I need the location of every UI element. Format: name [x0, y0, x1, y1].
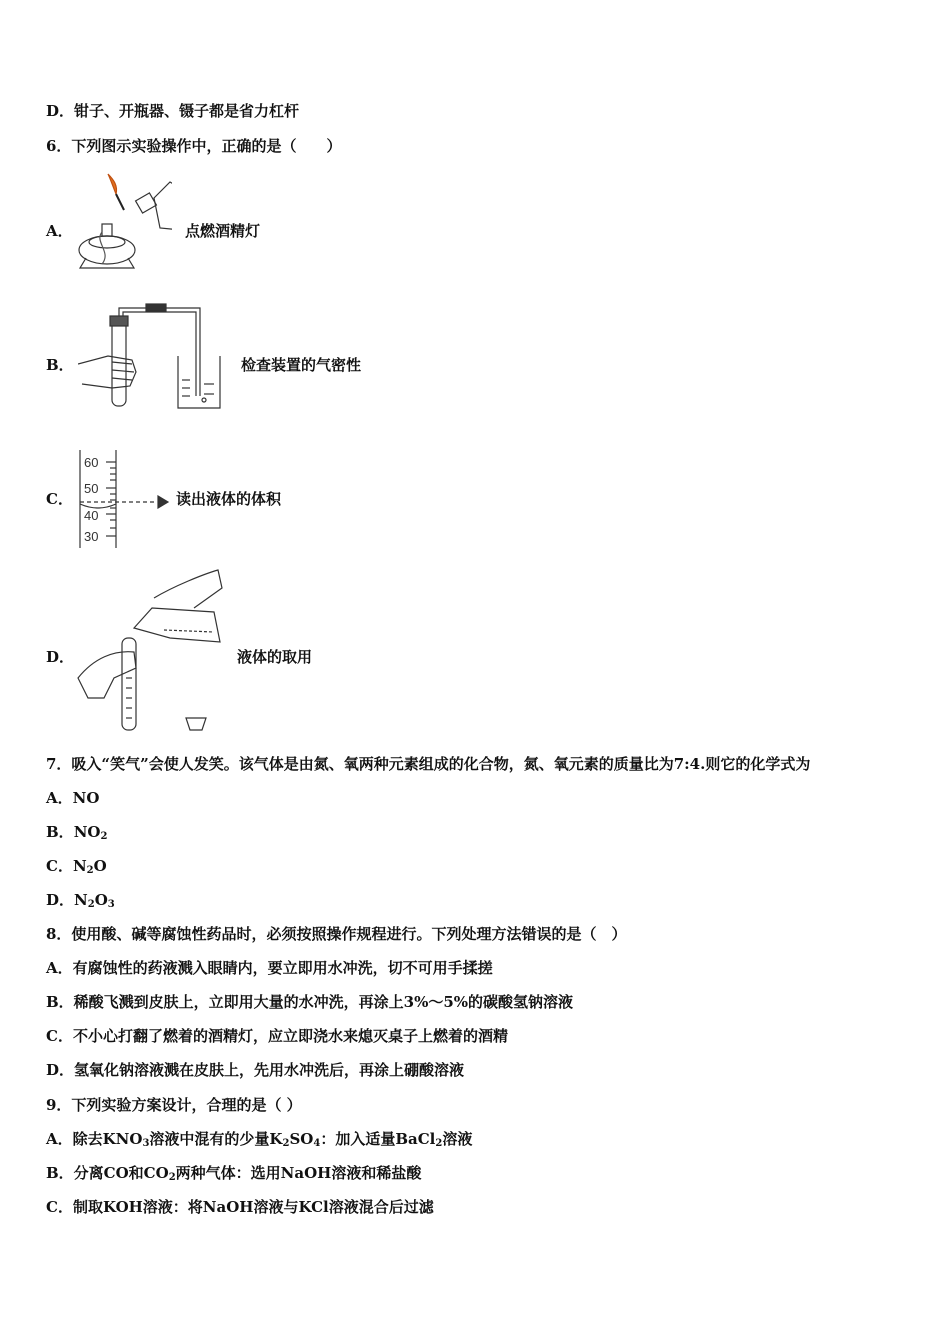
q6-option-b-caption: 检查装置的气密性: [241, 356, 362, 374]
lamp-wick-holder: [102, 224, 112, 236]
q8-option-a: A．有腐蚀性的药液溅入眼睛内，要立即用水冲洗，切不可用手揉搓: [46, 959, 493, 977]
eye-icon: [158, 496, 168, 508]
alcohol-lamp-figure: [72, 172, 172, 277]
q8-stem: 8．使用酸、碱等腐蚀性药品时，必须按照操作规程进行。下列处理方法错误的是（ ）: [46, 925, 627, 943]
airtightness-figure: [78, 300, 228, 412]
q6-option-a-caption: 点燃酒精灯: [185, 222, 261, 240]
reagent-bottle: [134, 608, 220, 642]
lamp-body: [79, 236, 135, 264]
scale-label-50: 50: [84, 481, 99, 496]
q6-option-d-caption: 液体的取用: [237, 648, 313, 666]
scale-label-60: 60: [84, 455, 99, 470]
scale-label-40: 40: [84, 508, 99, 523]
q8-option-c: C．不小心打翻了燃着的酒精灯，应立即浇水来熄灭桌子上燃着的酒精: [46, 1027, 508, 1045]
tilted-lamp-neck: [136, 193, 157, 213]
q7-option-b: B．$NO_2$: [46, 823, 108, 842]
scale-label-30: 30: [84, 529, 99, 544]
q8-option-d: D．氢氧化钠溶液溅在皮肤上，先用水冲洗后，再涂上硼酸溶液: [46, 1061, 465, 1079]
q9-option-a: A．除去$KNO_3$溶液中混有的少量$K_2SO_4$：加入适量BaCl$_2$溶液: [46, 1130, 473, 1149]
q7-option-c: C．$N_2O$: [46, 857, 107, 876]
q7-option-a: A．NO: [46, 789, 100, 807]
q5-option-d: D．钳子、开瓶器、镊子都是省力杠杆: [46, 102, 300, 120]
tilted-lamp-body: [154, 182, 172, 230]
q6-option-c-letter: C．: [46, 490, 73, 508]
q6-option-d-letter: D．: [46, 648, 75, 666]
q9-option-c: C．制取KOH溶液：将NaOH溶液与KCl溶液混合后过滤: [46, 1198, 434, 1216]
beaker: [178, 356, 220, 408]
q9-option-b: B．分离CO和$CO_2$两种气体：选用NaOH溶液和稀盐酸: [46, 1164, 422, 1183]
q6-stem: 6．下列图示实验操作中，正确的是（ ）: [46, 137, 342, 155]
hand-icon: [78, 356, 136, 388]
pouring-liquid-figure: [74, 568, 224, 734]
q6-option-c-caption: 读出液体的体积: [176, 490, 282, 508]
q7-option-d: D．$N_2O_3$: [46, 891, 115, 910]
q6-option-b-letter: B．: [46, 356, 74, 374]
q9-stem: 9．下列实验方案设计，合理的是（ ）: [46, 1096, 302, 1114]
q7-stem: 7．吸入“笑气”会使人发笑。该气体是由氮、氧两种元素组成的化合物，氮、氧元素的质量比为7:4.则它的化学式为: [46, 755, 811, 773]
holding-hand-icon: [78, 652, 136, 698]
flame-icon: [108, 174, 117, 194]
pouring-hand-icon: [154, 570, 222, 608]
bottle-stopper: [186, 718, 206, 730]
q6-option-a-letter: A．: [46, 222, 73, 240]
graduated-cylinder-figure: [76, 448, 176, 552]
q8-option-b: B．稀酸飞溅到皮肤上，立即用大量的水冲洗，再涂上3%～5%的碳酸氢钠溶液: [46, 993, 574, 1011]
